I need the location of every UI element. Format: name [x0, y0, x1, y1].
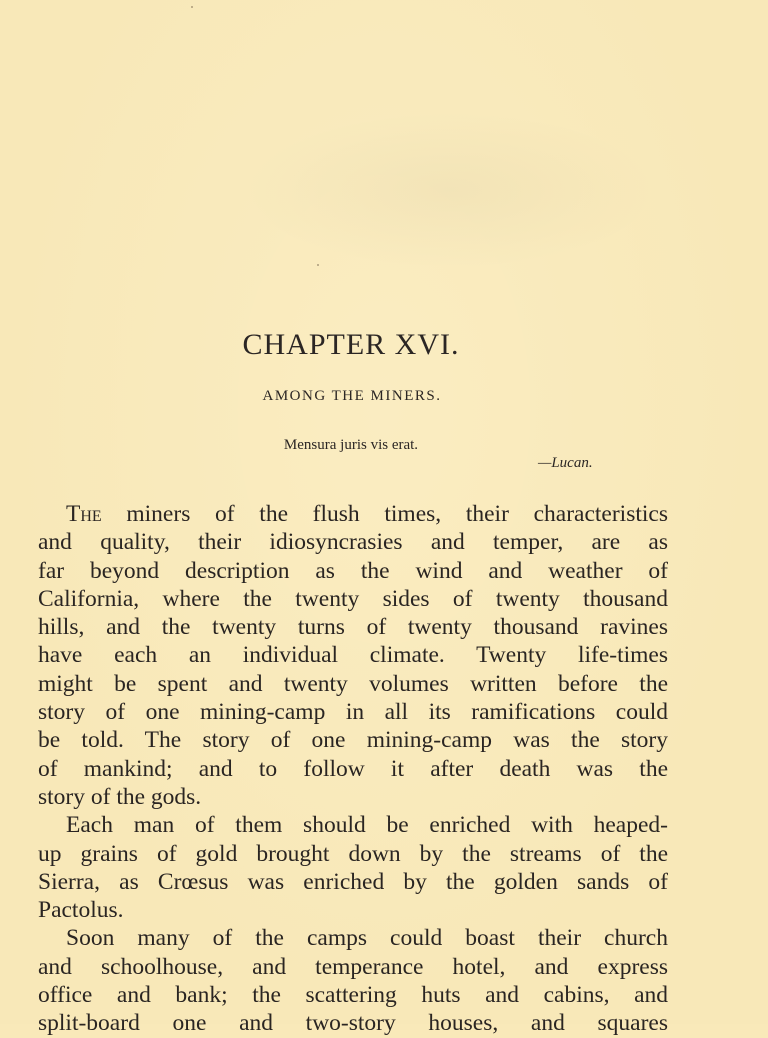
show-through-bleed [240, 110, 660, 270]
text-line: split-board one and two-story houses, and squares [38, 1010, 668, 1037]
paragraph-3 [38, 924, 668, 1037]
text-line: up grains of gold brought down by the streams of the [38, 840, 668, 867]
text-line: Sierra, as Crœsus was enriched by the golden sands of [38, 868, 668, 895]
text-line [38, 500, 668, 528]
text-line: story of the gods. [38, 783, 202, 810]
paper-speck [317, 264, 319, 266]
text-line: Soon many of the camps could boast their church [66, 925, 668, 952]
text-line: might be spent and twenty volumes written before the [38, 670, 668, 697]
text-line: hills, and the twenty turns of twenty thousand ravines [38, 614, 668, 641]
body-text [38, 500, 668, 1038]
text-line: far beyond description as the wind and weather of [38, 557, 668, 584]
text-line: Each man of them should be enriched with heaped- [66, 812, 668, 839]
text-line: office and bank; the scattering huts and cabins, and [38, 982, 668, 1009]
text-line: and quality, their idiosyncrasies and temper, are as [38, 529, 668, 556]
paragraph-2 [38, 811, 668, 924]
epigraph-attribution: —Lucan. [538, 455, 593, 471]
epigraph-quote: Mensura juris vis erat. [283, 437, 419, 453]
text-line: of mankind; and to follow it after death was the [38, 755, 668, 782]
drop-word: The [66, 501, 102, 527]
paper-speck [191, 6, 193, 8]
paragraph-1 [38, 500, 668, 811]
text-line: Pactolus. [38, 897, 124, 924]
text-line: California, where the twenty sides of twenty thousand [38, 585, 668, 612]
text-line: be told. The story of one mining-camp was the story [38, 727, 668, 754]
text-line-rest: miners of the flush times, their characteristics [101, 501, 668, 527]
text-line: story of one mining-camp in all its ramifications could [38, 699, 668, 726]
chapter-heading: CHAPTER XVI. [242, 328, 460, 361]
text-line: and schoolhouse, and temperance hotel, and express [38, 953, 668, 980]
text-line: have each an individual climate. Twenty life-times [38, 642, 668, 669]
chapter-subtitle: AMONG THE MINERS. [262, 388, 442, 404]
